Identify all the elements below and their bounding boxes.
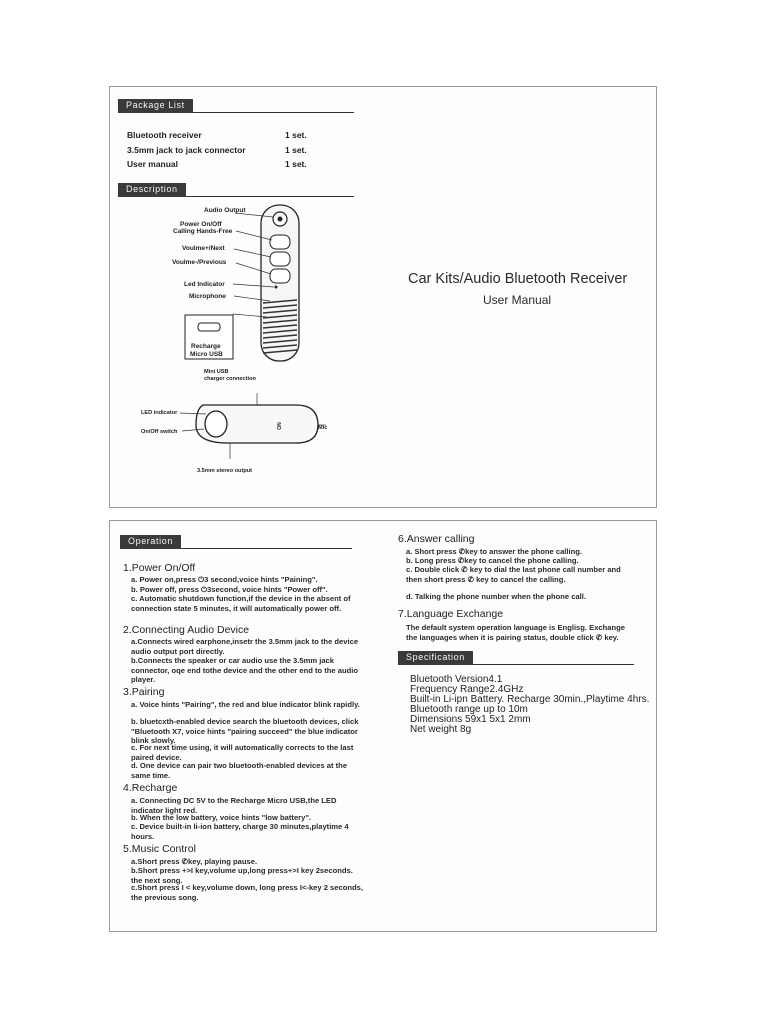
label-power: Power On/Off (180, 221, 222, 228)
manual-operation-sheet (109, 520, 657, 932)
label-micro-usb: Micro USB (190, 351, 223, 358)
package-item-qty: 1 set. (285, 145, 307, 155)
label-on-off-switch: On/Off switch (141, 429, 178, 435)
label-charger-connection: charger connection (204, 376, 256, 382)
header-rule (181, 548, 352, 549)
list-item: a. Voice hints "Pairing", the red and blue indicator blink rapidly. (131, 700, 360, 709)
label-led-indicator: Led Indicator (184, 281, 225, 288)
specification-header (398, 651, 634, 665)
specification-title: Specification (398, 651, 473, 665)
manual-cover-sheet (109, 86, 657, 508)
list-item: a. Power on,press ⏻3 second,voice hints "Paining". (131, 575, 318, 584)
operation-header (120, 535, 352, 549)
list-item: b.Short press +>I key,volume up,long press+>I key 2seconds. the next song. (131, 866, 353, 885)
section-title: 3.Pairing (123, 686, 165, 698)
list-item: c. For next time using, it will automatically corrects to the last paired device. (131, 743, 354, 762)
section-title: 2.Connecting Audio Device (123, 624, 250, 636)
spec-line: Bluetooth Version4.1 (410, 674, 503, 685)
list-item: a.Short press ✆key, playing pause. (131, 857, 258, 866)
list-item: c. Double click ✆ key to dial the last phone call number and then short press ✆ key to cancel the calling. (406, 565, 621, 584)
label-calling: Calling Hands-Free (173, 228, 233, 235)
list-item: a. Connecting DC 5V to the Recharge Micro USB,the LED indicator light red. (131, 796, 337, 815)
section-title: 4.Recharge (123, 782, 178, 794)
spec-line: Dimensions 59x1 5x1 2mm (410, 714, 531, 725)
label-microphone: Microphone (189, 293, 226, 300)
list-item: a. Short press ✆key to answer the phone calling. (406, 547, 583, 556)
list-item: c. Automatic shutdown function,if the device in the absent of connection state 5 minutes, it will automatically power off. (131, 594, 351, 613)
section-title: 1.Power On/Off (123, 562, 196, 574)
spec-line: Net weight 8g (410, 724, 472, 735)
package-item-qty: 1 set. (285, 159, 307, 169)
package-item-name: Bluetooth receiver (127, 130, 202, 140)
package-list-title: Package List (118, 99, 193, 113)
spec-line: Frequency Range2.4GHz (410, 684, 524, 695)
device-diagram (110, 197, 350, 497)
label-volume-next: Voulme+/Next (182, 245, 225, 252)
package-item-name: User manual (127, 159, 179, 169)
header-rule (193, 112, 354, 113)
list-item: b.Connects the speaker or car audio use the 3.5mm jack connector, oqe end tothe device and the other end to the audio player. (131, 656, 358, 684)
cover-title: Car Kits/Audio Bluetooth Receiver (408, 271, 628, 287)
header-rule (473, 664, 634, 665)
label-stereo-output: 3.5mm stereo output (197, 468, 253, 474)
operation-title: Operation (120, 535, 181, 549)
label-mini-usb: Mini USB (204, 369, 229, 375)
description-header (118, 183, 354, 197)
list-item: b. bluetcxth-enabled device search the bluetooth devices, click "Bluetooth X7, voice hints "pairing succeed" the blue indicator blink slowly. (131, 717, 359, 745)
list-item: b. When the low battery, voice hints "low battery". (131, 813, 312, 822)
list-item: d. One device can pair two bluetooth-enabled devices at the same time. (131, 761, 348, 780)
label-recharge: Recharge (191, 343, 221, 350)
label-volume-previous: Voulme-/Previous (172, 259, 227, 266)
cover-subtitle: User Manual (483, 293, 552, 307)
package-item-name: 3.5mm jack to jack connector (127, 145, 246, 155)
list-item: b. Power off, press ⏻3second, voice hints "Power off". (131, 585, 328, 594)
list-item: d. Talking the phone number when the phone call. (406, 592, 587, 601)
list-item: c.Short press I < key,volume down, long press I<-key 2 seconds, the previous song. (131, 883, 363, 902)
language-exchange-text: The default system operation language is Englisg. Exchange the languages when it is pairing status, double click ✆ key. (406, 623, 626, 642)
package-item-qty: 1 set. (285, 130, 307, 140)
label-mic: Mic (318, 425, 328, 431)
section-title: 5.Music Control (123, 843, 196, 855)
label-led-indicator-2: LED indicator (141, 410, 178, 416)
spec-line: Built-in Li-ipn Battery. Recharge 30min.,Playtime 4hrs. (410, 694, 650, 705)
list-item: a.Connects wired earphone,insetr the 3.5mm jack to the device audio output port directly. (131, 637, 359, 656)
description-title: Description (118, 183, 186, 197)
label-audio-output: Audio Output (204, 207, 246, 214)
list-item: c. Device built-in li-ion battery, charge 30 minutes,playtime 4 hours. (131, 822, 349, 841)
package-list-header (118, 99, 354, 113)
spec-line: Bluetooth range up to 10m (410, 704, 528, 715)
list-item: b. Long press ✆key to cancel the phone calling. (406, 556, 579, 565)
answer-calling-title: 6.Answer calling (398, 533, 475, 545)
device-on-mark: ON (276, 422, 283, 430)
language-exchange-title: 7.Language Exchange (398, 608, 504, 620)
